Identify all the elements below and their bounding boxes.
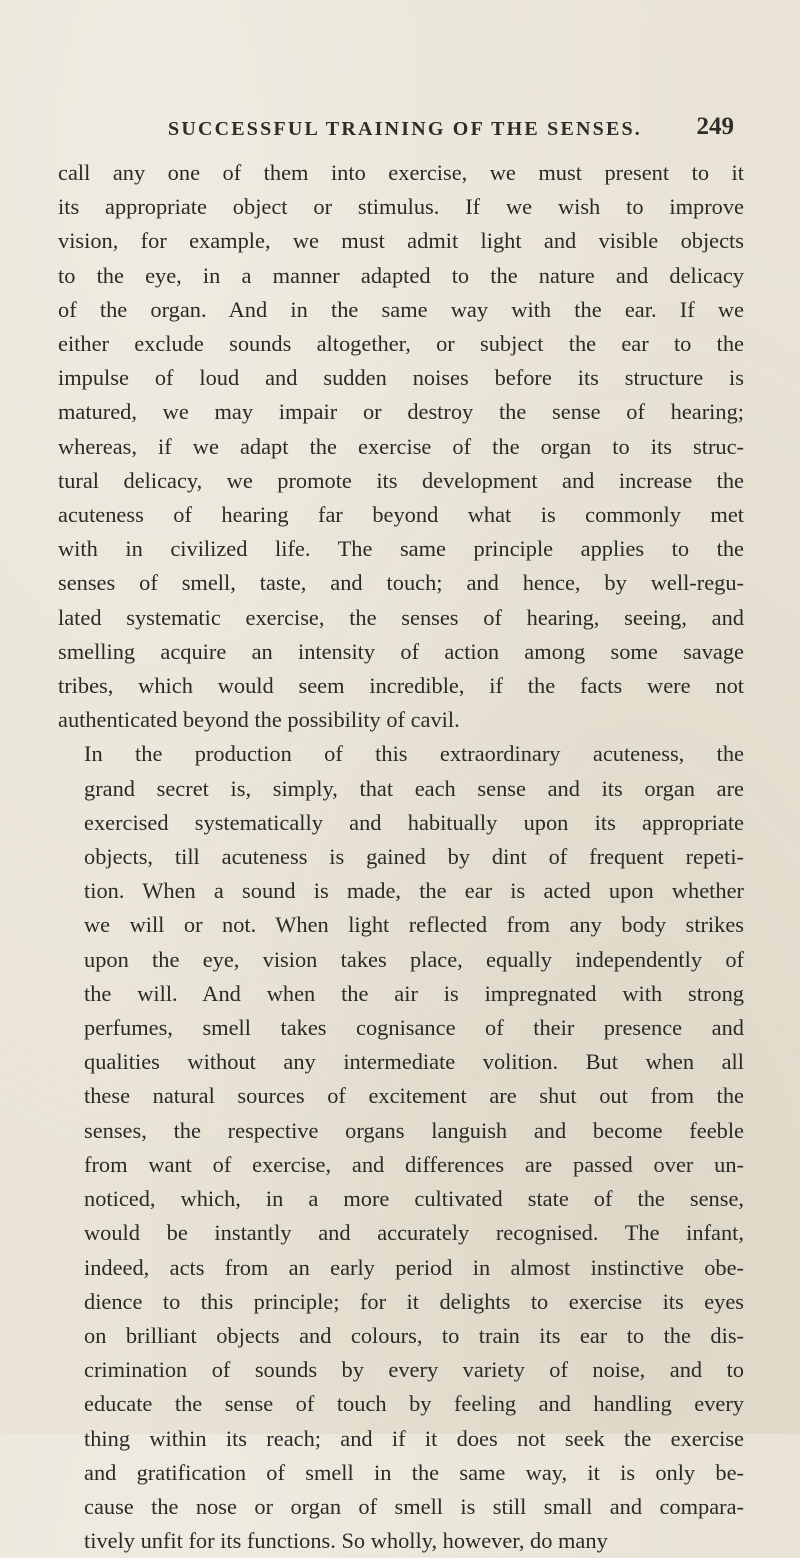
text-line: from want of exercise, and differences are passed over un-: [84, 1151, 744, 1177]
page-number: 249: [696, 113, 734, 140]
text-line: In the production of this extraordinary acuteness, the: [84, 741, 744, 767]
text-line: smelling acquire an intensity of action among some savage: [58, 638, 744, 664]
text-line: acuteness of hearing far beyond what is commonly met: [58, 502, 744, 528]
text-line: perfumes, smell takes cognisance of their presence and: [84, 1015, 744, 1041]
text-line: senses, the respective organs languish and become feeble: [84, 1117, 744, 1143]
text-line: tively unfit for its functions. So wholly, however, do many: [84, 1528, 608, 1554]
paragraph-1: [58, 156, 744, 737]
text-line: educate the sense of touch by feeling and handling every: [84, 1391, 744, 1417]
text-line: tion. When a sound is made, the ear is acted upon whether: [84, 878, 744, 904]
page-header: [0, 110, 800, 150]
text-line: authenticated beyond the possibility of cavil.: [58, 707, 460, 733]
paragraph-2: [58, 737, 744, 1558]
text-line: whereas, if we adapt the exercise of the organ to its struc-: [58, 433, 744, 459]
text-line: the will. And when the air is impregnated with strong: [84, 980, 744, 1006]
text-line: matured, we may impair or destroy the sense of hearing;: [58, 399, 744, 425]
text-line: tribes, which would seem incredible, if the facts were not: [58, 673, 744, 699]
text-line: thing within its reach; and if it does not seek the exercise: [84, 1425, 744, 1451]
body-text: [58, 156, 744, 1558]
text-line: tural delicacy, we promote its development and increase the: [58, 467, 744, 493]
text-line: these natural sources of excitement are shut out from the: [84, 1083, 744, 1109]
text-line: indeed, acts from an early period in almost instinctive obe-: [84, 1254, 744, 1280]
text-line: dience to this principle; for it delights to exercise its eyes: [84, 1288, 744, 1314]
text-line: its appropriate object or stimulus. If we wish to improve: [58, 194, 744, 220]
text-line: on brilliant objects and colours, to train its ear to the dis-: [84, 1322, 744, 1348]
text-line: qualities without any intermediate volition. But when all: [84, 1049, 744, 1075]
text-line: grand secret is, simply, that each sense and its organ are: [84, 775, 744, 801]
text-line: impulse of loud and sudden noises before its structure is: [58, 365, 744, 391]
text-line: senses of smell, taste, and touch; and hence, by well-regu-: [58, 570, 744, 596]
text-line: cause the nose or organ of smell is still small and compara-: [84, 1493, 744, 1519]
text-line: with in civilized life. The same principle applies to the: [58, 536, 744, 562]
text-line: upon the eye, vision takes place, equally independently of: [84, 946, 744, 972]
text-line: objects, till acuteness is gained by dint of frequent repeti-: [84, 844, 744, 870]
text-line: would be instantly and accurately recognised. The infant,: [84, 1220, 744, 1246]
text-line: of the organ. And in the same way with the ear. If we: [58, 296, 744, 322]
text-line: we will or not. When light reflected from any body strikes: [84, 912, 744, 938]
running-head: SUCCESSFUL TRAINING OF THE SENSES.: [168, 118, 643, 140]
text-line: exercised systematically and habitually upon its appropriate: [84, 809, 744, 835]
text-line: call any one of them into exercise, we must present to it: [58, 160, 744, 185]
text-line: lated systematic exercise, the senses of hearing, seeing, and: [58, 604, 744, 630]
text-line: vision, for example, we must admit light and visible objects: [58, 228, 744, 254]
text-line: crimination of sounds by every variety of noise, and to: [84, 1357, 744, 1383]
text-line: noticed, which, in a more cultivated state of the sense,: [84, 1186, 744, 1212]
text-line: to the eye, in a manner adapted to the nature and delicacy: [58, 262, 744, 288]
text-line: either exclude sounds altogether, or subject the ear to the: [58, 331, 744, 357]
text-line: and gratification of smell in the same way, it is only be-: [84, 1459, 744, 1485]
